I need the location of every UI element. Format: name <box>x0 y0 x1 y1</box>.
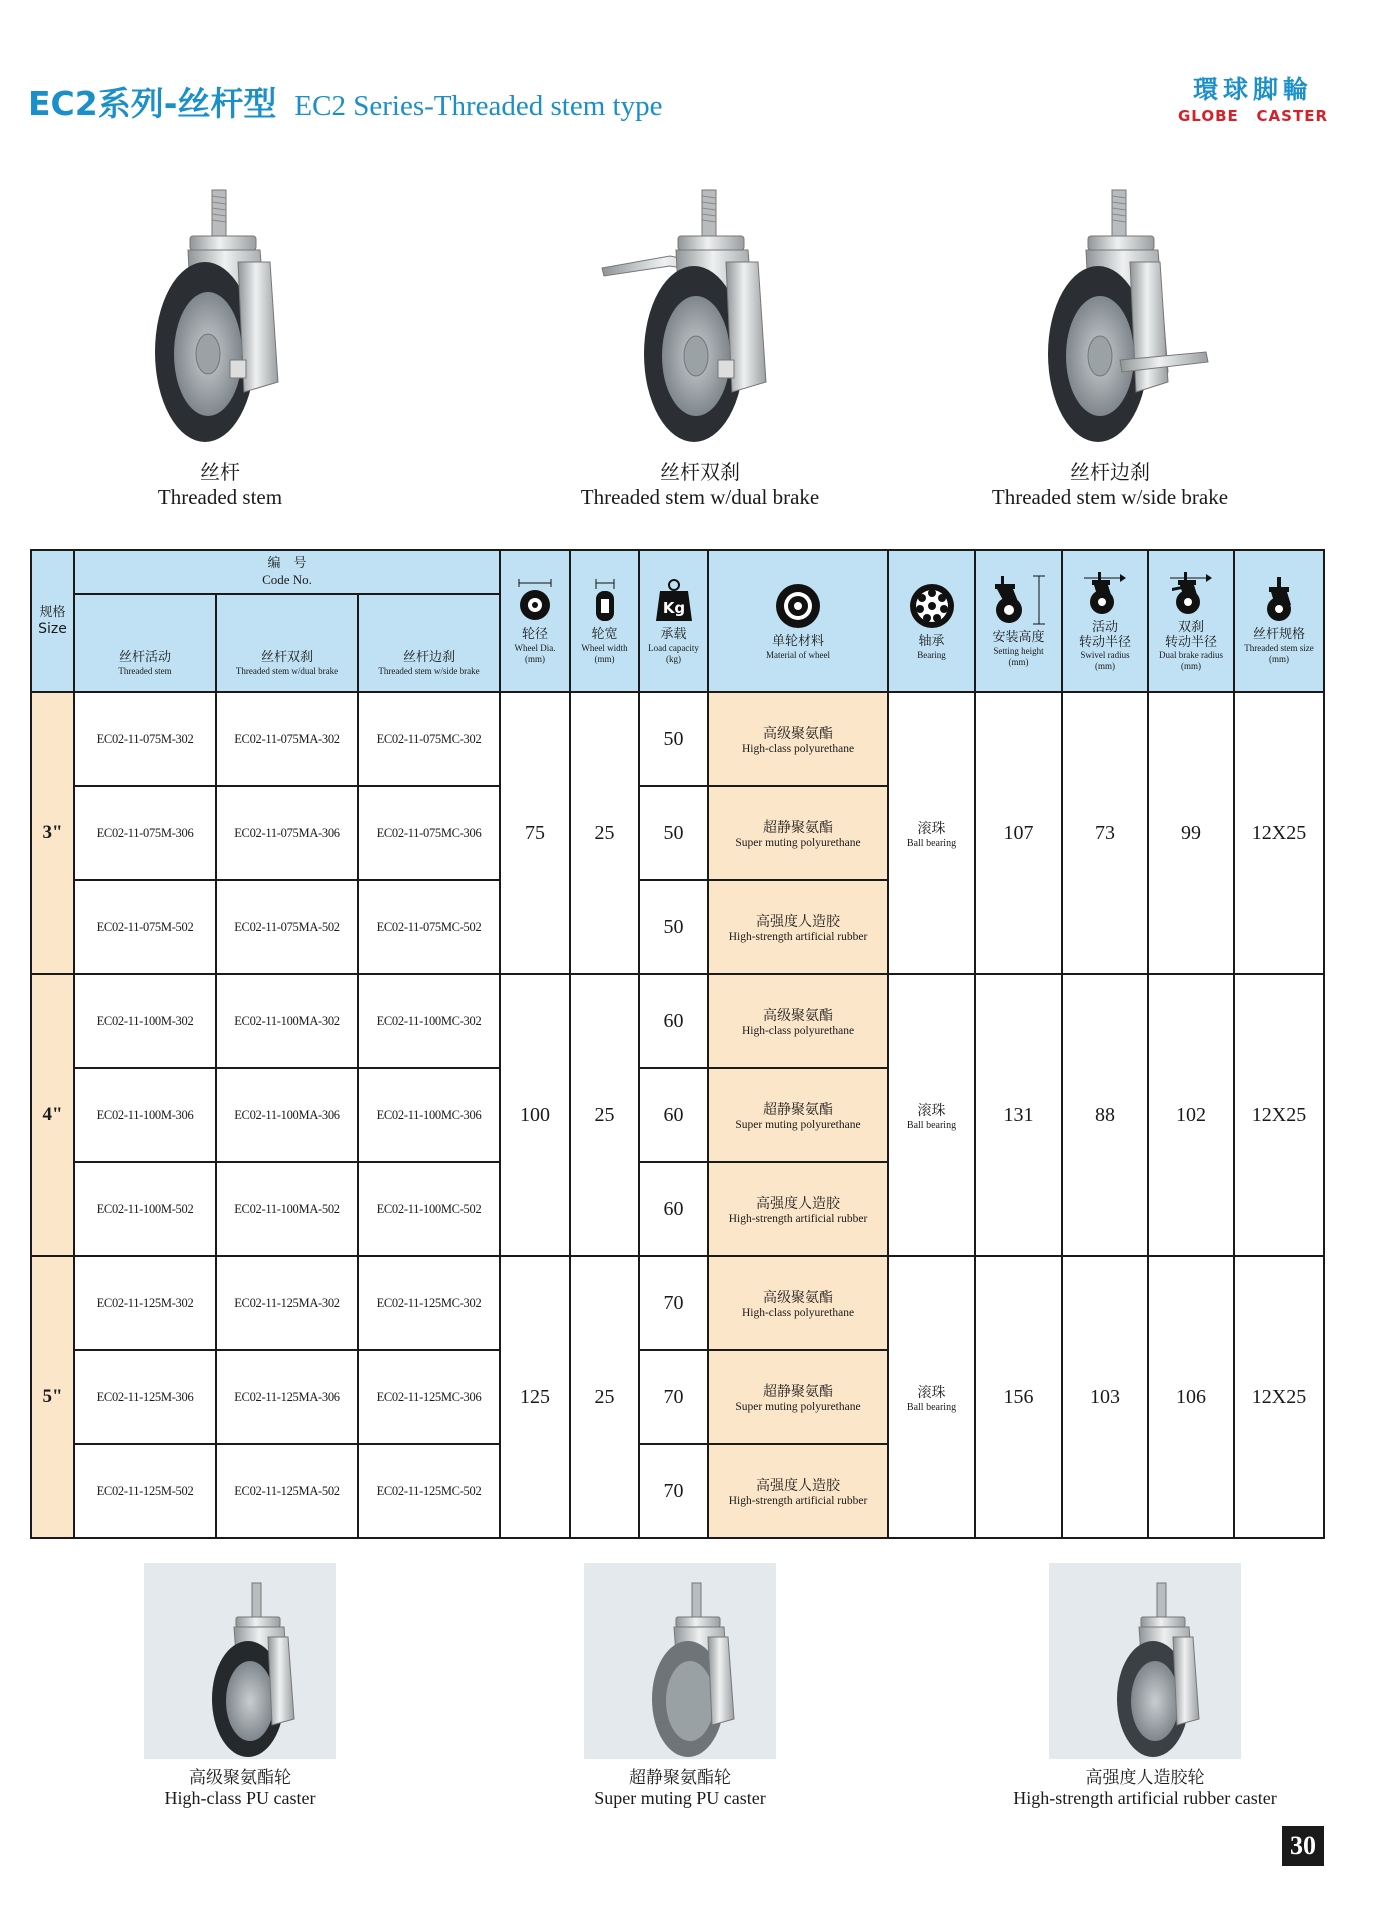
title-zh: EC2系列-丝杆型 <box>28 84 277 123</box>
material-cell <box>708 880 888 974</box>
dual-brake-radius-cell: 99 <box>1148 692 1234 974</box>
pu-caster-image <box>144 1563 336 1759</box>
load-capacity-cell: 70 <box>639 1256 708 1350</box>
material-cell <box>708 1068 888 1162</box>
header-wheel-dia: 轮径 Wheel Dia. (mm) <box>500 550 570 692</box>
code-dual-brake: EC02-11-075MA-302 <box>216 692 358 786</box>
wheel-type-caption-zh: 高级聚氨酯轮 <box>189 1768 291 1788</box>
code-threaded-stem: EC02-11-100M-306 <box>74 1068 216 1162</box>
code-dual-brake: EC02-11-075MA-502 <box>216 880 358 974</box>
page-title <box>28 78 662 125</box>
bearing-zh: 滚珠 <box>917 1102 946 1119</box>
table-row <box>31 1256 1324 1350</box>
product-caption-en: Threaded stem <box>157 485 283 509</box>
code-side-brake: EC02-11-125MC-302 <box>358 1256 500 1350</box>
wheel-type-caption-en: High-strength artificial rubber caster <box>1013 1788 1277 1808</box>
material-zh: 高级聚氨酯 <box>763 1290 833 1306</box>
bearing-zh: 滚珠 <box>917 1384 946 1401</box>
product-dual-brake <box>570 182 830 510</box>
code-side-brake: EC02-11-075MC-306 <box>358 786 500 880</box>
wheel-type-caption-en: Super muting PU caster <box>594 1788 766 1808</box>
product-caption-zh: 丝杆双刹 <box>660 460 740 484</box>
material-zh: 高级聚氨酯 <box>763 726 833 742</box>
bearing-en: Ball bearing <box>906 1119 957 1131</box>
wheel-dia-cell: 125 <box>500 1256 570 1538</box>
material-en: Super muting polyurethane <box>735 837 861 849</box>
header-load-capacity: Kg 承载 Load capacity (kg) <box>639 550 708 692</box>
wheel-type-caption-en: High-class PU caster <box>164 1788 316 1808</box>
caster-side-brake-image <box>1000 182 1220 452</box>
product-caption-en: Threaded stem w/side brake <box>991 485 1229 509</box>
code-threaded-stem: EC02-11-075M-502 <box>74 880 216 974</box>
code-threaded-stem: EC02-11-100M-502 <box>74 1162 216 1256</box>
brand-en-caster: CASTER <box>1256 107 1328 125</box>
header-swivel-radius: 活动 转动半径 Swivel radius (mm) <box>1062 550 1148 692</box>
header-dual-brake: 丝杆双刹 Threaded stem w/dual brake <box>216 594 358 692</box>
size-cell: 3" <box>31 692 74 974</box>
bearing-cell <box>888 692 975 974</box>
code-dual-brake: EC02-11-100MA-502 <box>216 1162 358 1256</box>
material-en: Super muting polyurethane <box>735 1119 861 1131</box>
code-side-brake: EC02-11-125MC-502 <box>358 1444 500 1538</box>
setting-height-icon <box>989 574 1049 626</box>
material-cell <box>708 974 888 1068</box>
load-capacity-cell: 60 <box>639 974 708 1068</box>
load-capacity-cell: 50 <box>639 880 708 974</box>
dual-brake-radius-cell: 102 <box>1148 974 1234 1256</box>
code-dual-brake: EC02-11-075MA-306 <box>216 786 358 880</box>
material-en: High-strength artificial rubber <box>728 931 868 943</box>
threaded-stem-icon <box>1257 577 1301 623</box>
product-threaded-stem <box>100 182 340 510</box>
setting-height-cell: 156 <box>975 1256 1062 1538</box>
wheel-type-caption-zh: 高强度人造胶轮 <box>1085 1768 1205 1788</box>
code-side-brake: EC02-11-125MC-306 <box>358 1350 500 1444</box>
swivel-radius-cell: 88 <box>1062 974 1148 1256</box>
wheel-type-caption-zh: 超静聚氨酯轮 <box>629 1768 731 1788</box>
size-cell: 5" <box>31 1256 74 1538</box>
product-caption-zh: 丝杆边刹 <box>1070 460 1150 484</box>
wheel-type-rubber <box>965 1563 1325 1809</box>
material-zh: 高强度人造胶 <box>756 914 840 930</box>
code-threaded-stem: EC02-11-100M-302 <box>74 974 216 1068</box>
load-capacity-cell: 60 <box>639 1162 708 1256</box>
wheel-width-icon <box>585 577 625 623</box>
product-caption-en: Threaded stem w/dual brake <box>580 485 820 509</box>
setting-height-cell: 107 <box>975 692 1062 974</box>
material-cell <box>708 1256 888 1350</box>
wheel-material-icon <box>774 582 822 630</box>
code-side-brake: EC02-11-100MC-502 <box>358 1162 500 1256</box>
load-capacity-cell: 50 <box>639 786 708 880</box>
wheel-width-cell: 25 <box>570 692 639 974</box>
material-cell <box>708 1350 888 1444</box>
code-side-brake: EC02-11-075MC-302 <box>358 692 500 786</box>
brand-logo <box>1178 70 1328 125</box>
material-cell <box>708 1444 888 1538</box>
material-zh: 高强度人造胶 <box>756 1196 840 1212</box>
material-cell <box>708 692 888 786</box>
bearing-en: Ball bearing <box>906 837 957 849</box>
rubber-caster-image <box>1049 1563 1241 1759</box>
load-capacity-cell: 50 <box>639 692 708 786</box>
material-cell <box>708 786 888 880</box>
threaded-stem-size-cell: 12X25 <box>1234 692 1324 974</box>
threaded-stem-size-cell: 12X25 <box>1234 1256 1324 1538</box>
ball-bearing-icon <box>908 582 956 630</box>
swivel-radius-cell: 103 <box>1062 1256 1148 1538</box>
load-capacity-cell: 60 <box>639 1068 708 1162</box>
material-en: High-class polyurethane <box>741 743 855 755</box>
code-side-brake: EC02-11-100MC-306 <box>358 1068 500 1162</box>
swivel-radius-icon <box>1080 570 1130 616</box>
code-threaded-stem: EC02-11-125M-302 <box>74 1256 216 1350</box>
code-threaded-stem: EC02-11-125M-306 <box>74 1350 216 1444</box>
wheel-dia-cell: 75 <box>500 692 570 974</box>
material-en: High-class polyurethane <box>741 1025 855 1037</box>
weight-kg-icon <box>654 577 694 623</box>
wheel-dia-cell: 100 <box>500 974 570 1256</box>
spec-table <box>30 549 1325 1539</box>
page-number: 30 <box>1282 1826 1324 1866</box>
wheel-type-pu <box>120 1563 360 1809</box>
kg-label: Kg <box>662 599 685 617</box>
code-dual-brake: EC02-11-100MA-306 <box>216 1068 358 1162</box>
brand-en-globe: GLOBE <box>1178 107 1239 125</box>
bearing-cell <box>888 974 975 1256</box>
header-size: 规格 Size <box>31 550 74 692</box>
dual-brake-radius-cell: 106 <box>1148 1256 1234 1538</box>
code-threaded-stem: EC02-11-075M-302 <box>74 692 216 786</box>
header-threaded-stem-size: 丝杆规格 Threaded stem size (mm) <box>1234 550 1324 692</box>
material-zh: 超静聚氨酯 <box>763 820 833 836</box>
code-dual-brake: EC02-11-125MA-502 <box>216 1444 358 1538</box>
header-setting-height: 安装高度 Setting height (mm) <box>975 550 1062 692</box>
bearing-cell <box>888 1256 975 1538</box>
dual-brake-radius-icon <box>1166 570 1216 616</box>
swivel-radius-cell: 73 <box>1062 692 1148 974</box>
material-cell <box>708 1162 888 1256</box>
material-zh: 高级聚氨酯 <box>763 1008 833 1024</box>
header-code-no: 编 号 Code No. <box>74 550 500 594</box>
material-en: High-strength artificial rubber <box>728 1495 868 1507</box>
material-en: High-strength artificial rubber <box>728 1213 868 1225</box>
material-zh: 超静聚氨酯 <box>763 1102 833 1118</box>
code-dual-brake: EC02-11-125MA-302 <box>216 1256 358 1350</box>
header-side-brake: 丝杆边刹 Threaded stem w/side brake <box>358 594 500 692</box>
code-threaded-stem: EC02-11-075M-306 <box>74 786 216 880</box>
load-capacity-cell: 70 <box>639 1444 708 1538</box>
code-side-brake: EC02-11-100MC-302 <box>358 974 500 1068</box>
header-bearing: 轴承 Bearing <box>888 550 975 692</box>
header-wheel-width: 轮宽 Wheel width (mm) <box>570 550 639 692</box>
brand-zh: 環球脚輪 <box>1192 75 1313 104</box>
spec-table-body <box>31 692 1324 1538</box>
code-dual-brake: EC02-11-125MA-306 <box>216 1350 358 1444</box>
table-row <box>31 974 1324 1068</box>
setting-height-cell: 131 <box>975 974 1062 1256</box>
threaded-stem-size-cell: 12X25 <box>1234 974 1324 1256</box>
header-dual-brake-radius: 双刹 转动半径 Dual brake radius (mm) <box>1148 550 1234 692</box>
product-side-brake <box>980 182 1240 510</box>
caster-threaded-stem-image <box>120 182 320 452</box>
header-material: 单轮材料 Material of wheel <box>708 550 888 692</box>
product-caption-zh: 丝杆 <box>200 460 240 484</box>
wheel-diameter-icon <box>515 577 555 623</box>
size-cell: 4" <box>31 974 74 1256</box>
super-muting-caster-image <box>584 1563 776 1759</box>
material-en: Super muting polyurethane <box>735 1401 861 1413</box>
load-capacity-cell: 70 <box>639 1350 708 1444</box>
header-threaded-stem: 丝杆活动 Threaded stem <box>74 594 216 692</box>
bearing-en: Ball bearing <box>906 1401 957 1413</box>
wheel-width-cell: 25 <box>570 1256 639 1538</box>
material-zh: 高强度人造胶 <box>756 1478 840 1494</box>
material-zh: 超静聚氨酯 <box>763 1384 833 1400</box>
code-side-brake: EC02-11-075MC-502 <box>358 880 500 974</box>
code-threaded-stem: EC02-11-125M-502 <box>74 1444 216 1538</box>
material-en: High-class polyurethane <box>741 1307 855 1319</box>
wheel-type-super-muting <box>560 1563 800 1809</box>
code-dual-brake: EC02-11-100MA-302 <box>216 974 358 1068</box>
table-row <box>31 692 1324 786</box>
title-en: EC2 Series-Threaded stem type <box>294 90 663 122</box>
caster-dual-brake-image <box>590 182 810 452</box>
bearing-zh: 滚珠 <box>917 820 946 837</box>
wheel-width-cell: 25 <box>570 974 639 1256</box>
